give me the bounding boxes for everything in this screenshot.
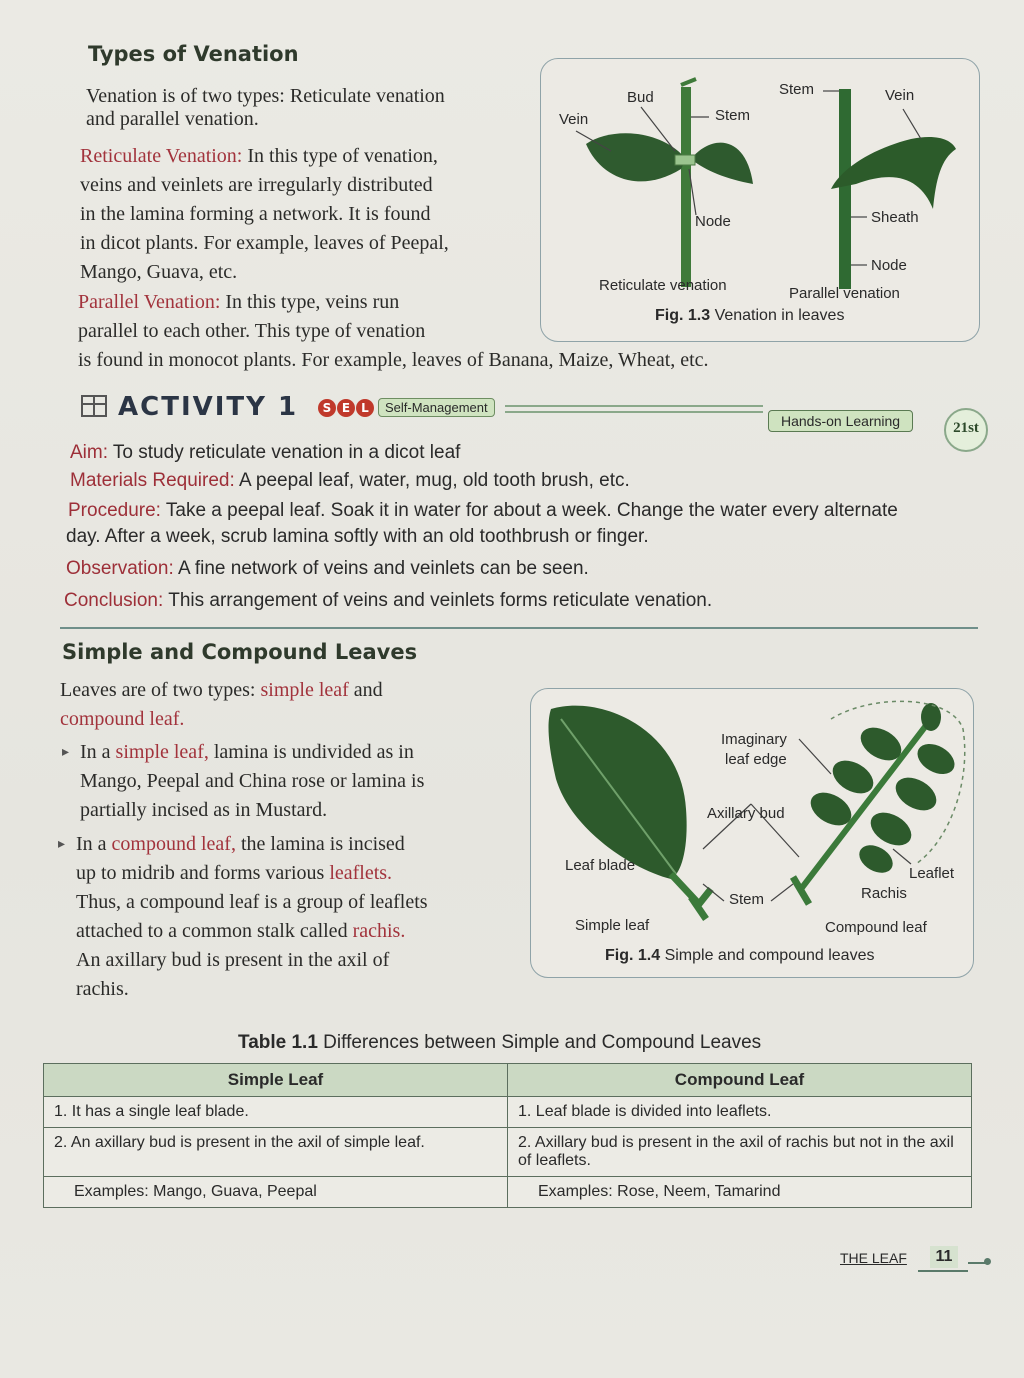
b2-key: compound leaf, <box>111 833 236 855</box>
procedure-text: Take a peepal leaf. Soak it in water for about a week. Change the water every alternate <box>160 500 898 521</box>
table-header: Simple Leaf <box>44 1064 508 1097</box>
table-header-row <box>44 1064 972 1097</box>
banner-rule <box>505 405 763 413</box>
table-row <box>44 1177 972 1208</box>
leaflet <box>854 840 897 879</box>
differences-table <box>43 1063 972 1208</box>
b1-line: partially incised as in Mustard. <box>80 799 328 821</box>
intro-and: and <box>348 679 383 701</box>
page-number: 11 <box>930 1246 958 1268</box>
b2-leaflets-key: leaflets. <box>329 862 393 884</box>
footer-page-box <box>918 1244 968 1272</box>
b2-rachis-key: rachis. <box>352 920 406 942</box>
reticulate-line: veins and veinlets are irregularly distributed <box>80 174 433 196</box>
parallel-text: In this type, veins run <box>220 291 400 313</box>
table-cell: 1. Leaf blade is divided into leaflets. <box>508 1097 972 1128</box>
activity-procedure <box>68 500 898 522</box>
b2-line: up to midrib and forms various <box>76 862 330 884</box>
dicot-leaf-right <box>691 143 753 184</box>
activity-conclusion <box>64 590 712 612</box>
node-marker <box>675 155 695 165</box>
reticulate-title: Reticulate Venation: <box>80 145 243 167</box>
activity-aim <box>70 442 460 464</box>
aim-text: To study reticulate venation in a dicot leaf <box>108 442 461 463</box>
conclusion-key: Conclusion: <box>64 590 164 611</box>
parallel-title: Parallel Venation: <box>78 291 221 313</box>
b1-key: simple leaf, <box>115 741 209 763</box>
label-stem: Stem <box>729 891 765 908</box>
leaflet <box>890 771 942 817</box>
reticulate-paragraph <box>80 142 540 287</box>
label-leaf-edge: leaf edge <box>725 751 787 768</box>
footer-chapter: THE LEAF <box>840 1250 907 1266</box>
reticulate-text: In this type of venation, <box>242 145 438 167</box>
label-leaflet: Leaflet <box>909 865 955 882</box>
sel-label: Self-Management <box>378 398 495 417</box>
label-vein-right: Vein <box>885 87 915 104</box>
b2-pre: In a <box>76 833 112 855</box>
b1-pre: In a <box>80 741 116 763</box>
activity-procedure-cont: day. After a week, scrub lamina softly with an old toothbrush or finger. <box>66 526 649 547</box>
monocot-stem <box>839 89 851 289</box>
label-rachis: Rachis <box>861 885 907 902</box>
bullet-marker: ▸ <box>58 837 66 852</box>
b2-line: Thus, a compound leaf is a group of leaflets <box>76 891 428 913</box>
activity-materials <box>70 470 630 492</box>
materials-key: Materials Required: <box>70 470 235 491</box>
table-header: Compound Leaf <box>508 1064 972 1097</box>
label-bud: Bud <box>627 89 654 106</box>
venation-intro-line: and parallel venation. <box>86 108 259 130</box>
fig14-caption <box>605 947 874 965</box>
sel-tag <box>318 398 495 417</box>
materials-text: A peepal leaf, water, mug, old tooth brush, etc. <box>234 470 630 491</box>
venation-intro <box>86 82 536 134</box>
sel-letter: L <box>356 399 374 417</box>
observation-key: Observation: <box>66 558 174 579</box>
sublabel-reticulate: Reticulate venation <box>599 277 727 294</box>
table-caption <box>238 1032 761 1054</box>
leaves-intro <box>60 676 530 734</box>
fig14-text: Simple and compound leaves <box>660 947 875 964</box>
table-cell: 2. An axillary bud is present in the axil of simple leaf. <box>44 1128 508 1177</box>
aim-key: Aim: <box>70 442 108 463</box>
table-cell: Examples: Rose, Neem, Tamarind <box>508 1177 972 1208</box>
label-leaf-blade: Leaf blade <box>565 857 636 874</box>
label-stem-right: Stem <box>779 81 815 98</box>
21st-century-badge: 21st <box>944 408 988 452</box>
activity-title: ACTIVITY 1 <box>118 392 299 422</box>
reticulate-line: in dicot plants. For example, leaves of Peepal, <box>80 232 449 254</box>
activity-icon <box>80 392 110 422</box>
b2-rest: the lamina is incised <box>235 833 405 855</box>
table-row <box>44 1097 972 1128</box>
observation-text: A fine network of veins and veinlets can be seen. <box>173 558 589 579</box>
intro-simple-key: simple leaf <box>260 679 349 701</box>
table-caption-text: Differences between Simple and Compound Leaves <box>317 1032 762 1053</box>
venation-heading: Types of Venation <box>88 42 299 66</box>
label-node-right: Node <box>871 257 907 274</box>
dicot-leaf-left <box>586 133 686 181</box>
dicot-stem <box>681 87 691 287</box>
sel-letter: S <box>318 399 336 417</box>
label-vein-left: Vein <box>559 111 589 128</box>
label-sheath: Sheath <box>871 209 919 226</box>
activity-observation <box>66 558 589 580</box>
label-simple-leaf: Simple leaf <box>575 917 650 934</box>
label-compound-leaf: Compound leaf <box>825 919 927 936</box>
section-divider <box>60 627 978 629</box>
fig14-number: Fig. 1.4 <box>605 947 661 964</box>
leaflet <box>865 806 917 852</box>
simple-leaf-bullet <box>80 738 530 825</box>
sublabel-parallel: Parallel venation <box>789 285 900 302</box>
leaflet <box>921 703 941 731</box>
reticulate-line: in the lamina forming a network. It is found <box>80 203 431 225</box>
fig13-caption <box>655 307 844 325</box>
parallel-line: is found in monocot plants. For example, leaves of Banana, Maize, Wheat, etc. <box>78 349 709 371</box>
intro-text: Leaves are of two types: <box>60 679 261 701</box>
figure-venation <box>540 58 980 342</box>
table-cell: Examples: Mango, Guava, Peepal <box>44 1177 508 1208</box>
reticulate-line: Mango, Guava, etc. <box>80 261 238 283</box>
hands-on-tag: Hands-on Learning <box>768 410 913 432</box>
table-cell: 1. It has a single leaf blade. <box>44 1097 508 1128</box>
leaflet <box>912 738 960 781</box>
footer-dot <box>984 1258 991 1265</box>
fig13-number: Fig. 1.3 <box>655 307 711 324</box>
label-axillary-bud: Axillary bud <box>707 805 785 822</box>
leaves-heading: Simple and Compound Leaves <box>62 640 418 664</box>
venation-intro-line: Venation is of two types: Reticulate venation <box>86 85 445 107</box>
b2-line: An axillary bud is present in the axil of <box>76 949 390 971</box>
bullet-marker: ▸ <box>62 745 70 760</box>
b2-line: rachis. <box>76 978 129 1000</box>
procedure-key: Procedure: <box>68 500 161 521</box>
b1-rest: lamina is undivided as in <box>208 741 414 763</box>
table-number: Table 1.1 <box>238 1032 318 1053</box>
label-stem-left: Stem <box>715 107 751 124</box>
figure-simple-compound <box>530 688 974 978</box>
table-cell: 2. Axillary bud is present in the axil of rachis but not in the axil of leaflets. <box>508 1128 972 1177</box>
label-node-left: Node <box>695 213 731 230</box>
compound-leaf-bullet <box>76 830 526 1004</box>
label-imaginary: Imaginary <box>721 731 787 748</box>
b2-line: attached to a common stalk called <box>76 920 353 942</box>
fig13-text: Venation in leaves <box>710 307 845 324</box>
intro-compound-key: compound leaf. <box>60 708 185 730</box>
conclusion-text: This arrangement of veins and veinlets forms reticulate venation. <box>163 590 713 611</box>
b1-line: Mango, Peepal and China rose or lamina is <box>80 770 425 792</box>
sel-letter: E <box>337 399 355 417</box>
table-row <box>44 1128 972 1177</box>
parallel-line: parallel to each other. This type of venation <box>78 320 426 342</box>
